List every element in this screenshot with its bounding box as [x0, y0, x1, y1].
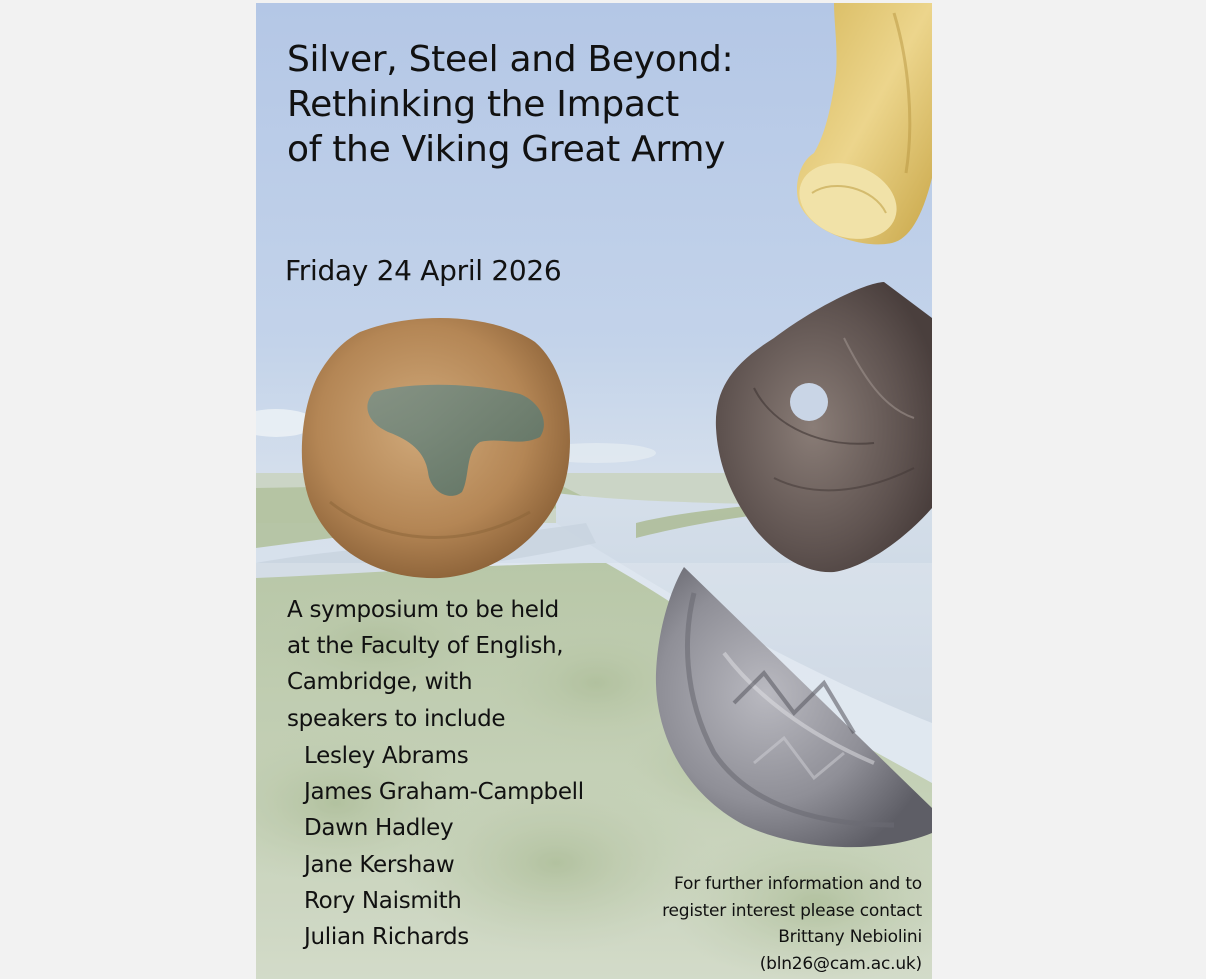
lead-weight-image [300, 312, 576, 579]
speaker-list [304, 738, 584, 955]
event-date: Friday 24 April 2026 [285, 254, 562, 287]
event-poster [256, 3, 932, 979]
gold-ingot-image [794, 3, 932, 249]
speaker-name: Dawn Hadley [304, 815, 454, 842]
speaker-name: Rory Naismith [304, 887, 462, 914]
title-line: Rethinking the Impact [287, 84, 679, 125]
symposium-description [287, 592, 647, 737]
title-line: of the Viking Great Army [287, 129, 726, 170]
half-coin-image [654, 563, 932, 853]
contact-name: Brittany Nebiolini [778, 927, 922, 947]
description-line: at the Faculty of English, [287, 633, 564, 660]
contact-info [662, 871, 922, 977]
hacksilver-fragment-image [714, 278, 932, 574]
contact-email[interactable]: (bln26@cam.ac.uk) [759, 953, 922, 974]
contact-line: register interest please contact [662, 900, 922, 921]
speaker-name: Lesley Abrams [304, 743, 469, 769]
contact-line: For further information and to [674, 874, 922, 894]
description-line: Cambridge, with [287, 669, 473, 696]
speaker-name: James Graham-Campbell [304, 779, 584, 806]
speaker-name: Julian Richards [304, 924, 469, 951]
poster-title [287, 37, 787, 172]
description-line: A symposium to be held [287, 597, 559, 623]
speaker-name: Jane Kershaw [304, 851, 455, 878]
description-line: speakers to include [287, 705, 506, 732]
title-line: Silver, Steel and Beyond: [287, 39, 734, 80]
